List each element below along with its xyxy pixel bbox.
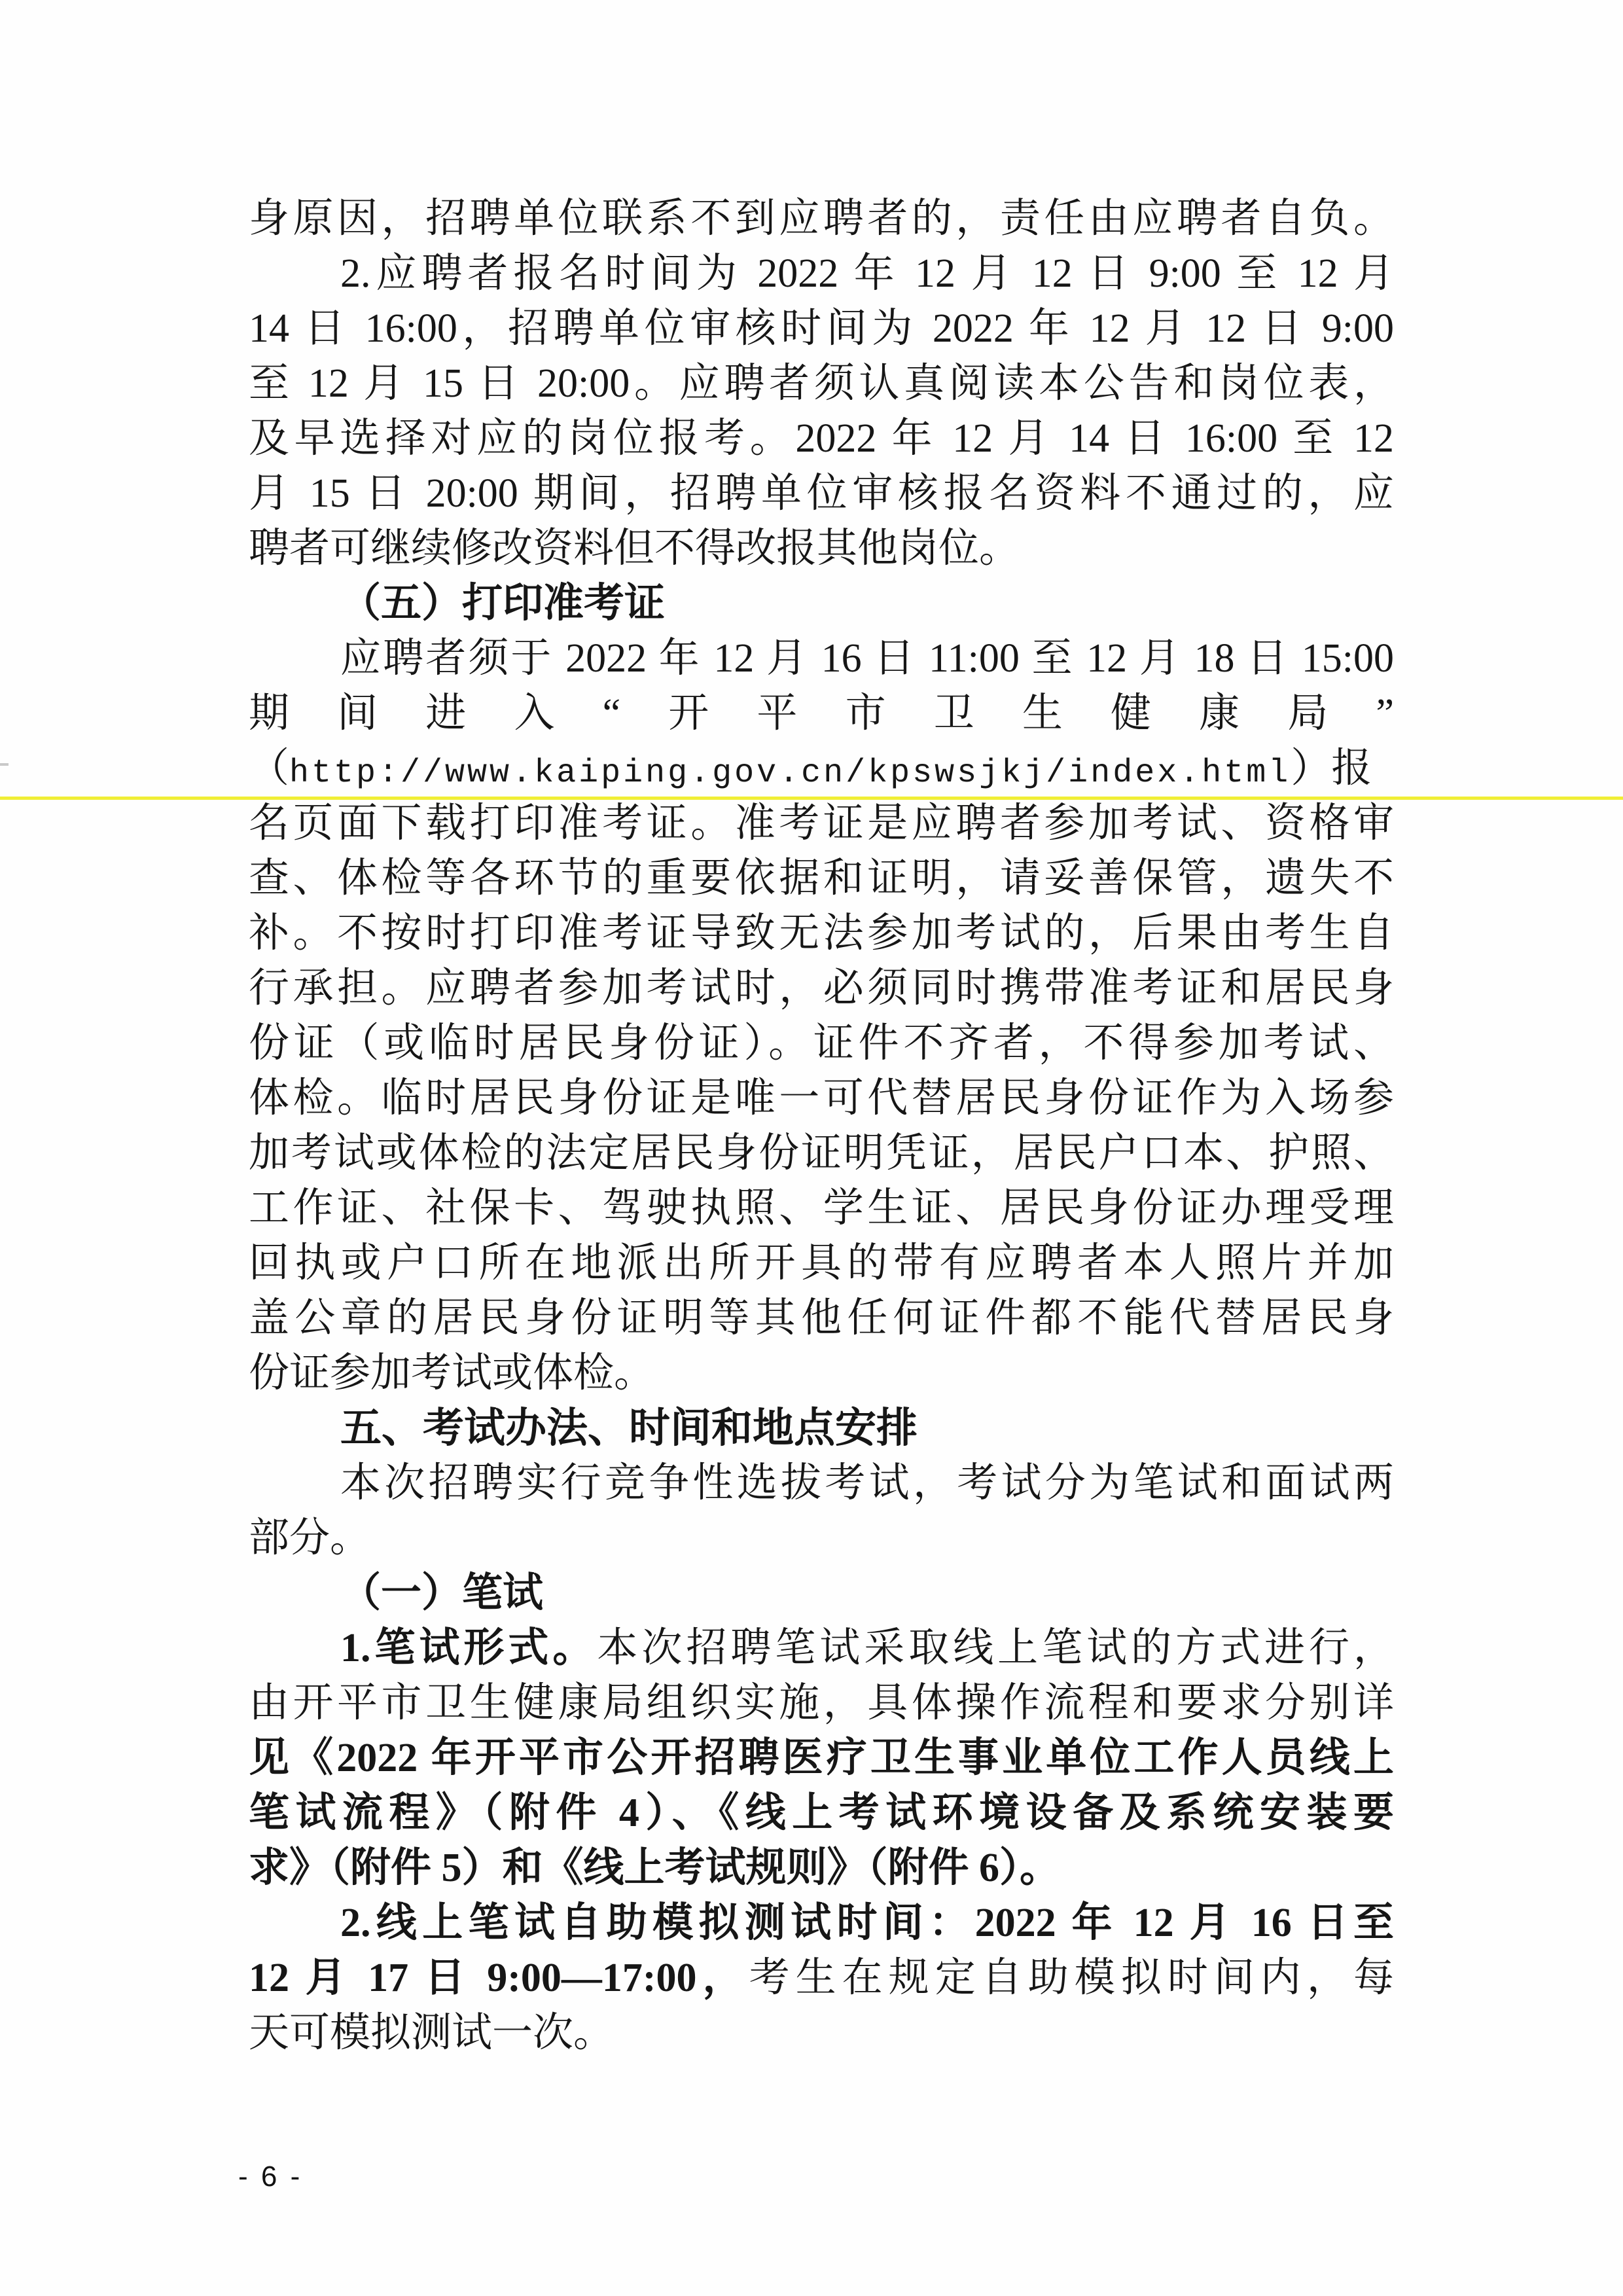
text-segment: 2.线上笔试自助模拟测试时间：2022 年 12 月 16 日至 [340,1901,1394,1945]
text-segment: 份证（或临时居民身份证）。证件不齐者，不得参加考试、 [249,1021,1394,1066]
text-segment: ）报 [1291,746,1372,791]
text-segment: 求》（附件 5）和《线上考试规则》（附件 6）。 [249,1846,1061,1890]
text-line [249,1236,1394,1291]
scan-edge-mark [0,763,9,766]
text-line [249,631,1394,686]
text-line [249,1126,1394,1181]
text-segment: 期间进入“开平市卫生健康局” [249,691,1394,736]
text-line [249,1181,1394,1236]
text-line [249,961,1394,1016]
text-line [249,2005,1394,2060]
text-line [249,246,1394,301]
text-segment: 加考试或体检的法定居民身份证明凭证，居民户口本、护照、 [249,1131,1394,1175]
text-segment: 月 15 日 20:00 期间，招聘单位审核报名资料不通过的，应 [249,471,1394,516]
text-segment: 部分。 [249,1516,371,1560]
document-text [249,191,1394,2060]
text-line [249,1401,1394,1456]
text-segment: 体检。临时居民身份证是唯一可代替居民身份证作为入场参 [249,1076,1394,1121]
text-line [249,301,1394,356]
text-segment: 天可模拟测试一次。 [249,2011,615,2055]
text-line [249,576,1394,631]
text-line [249,686,1394,741]
text-line [249,521,1394,576]
text-line [249,1895,1394,1950]
text-line [249,1676,1394,1731]
text-segment: 行承担。应聘者参加考试时，必须同时携带准考证和居民身 [249,966,1394,1011]
text-line [249,1731,1394,1785]
text-segment: 本次招聘实行竞争性选拔考试，考试分为笔试和面试两 [340,1461,1394,1505]
text-line [249,1621,1394,1676]
text-segment: 及早选择对应的岗位报考。2022 年 12 月 14 日 16:00 至 12 [249,416,1394,461]
text-segment: 五、考试办法、时间和地点安排 [340,1405,918,1451]
text-line [249,1016,1394,1071]
text-segment: （五）打印准考证 [340,581,666,626]
text-line [249,1456,1394,1511]
text-segment: 查、体检等各环节的重要依据和证明，请妥善保管，遗失不 [249,856,1394,901]
text-line [249,1291,1394,1346]
text-line [249,466,1394,521]
text-segment: （ [249,746,290,791]
text-segment: 聘者可继续修改资料但不得改报其他岗位。 [249,526,1020,571]
text-line [249,1071,1394,1126]
text-segment: 盖公章的居民身份证明等其他任何证件都不能代替居民身 [249,1296,1394,1340]
text-segment: 名页面下载打印准考证。准考证是应聘者参加考试、资格审 [249,801,1394,846]
text-segment: 12 月 17 日 9:00—17:00， [249,1956,749,2000]
text-segment: 回执或户口所在地派出所开具的带有应聘者本人照片并加 [249,1241,1394,1285]
text-line [249,356,1394,411]
text-segment: （一）笔试 [340,1571,544,1615]
text-segment: 本次招聘笔试采取线上笔试的方式进行， [597,1626,1394,1670]
text-segment: 1.笔试形式。 [340,1626,597,1670]
text-line [249,796,1394,851]
url-text: http://www.kaiping.gov.cn/kpswsjkj/index.html [289,755,1291,792]
text-line [249,1785,1394,1840]
text-line [249,1566,1394,1621]
text-segment: 14 日 16:00，招聘单位审核时间为 2022 年 12 月 12 日 9:00 [249,306,1394,351]
text-line [249,906,1394,961]
text-line [249,191,1394,246]
text-segment: 2.应聘者报名时间为 2022 年 12 月 12 日 9:00 至 12 月 [340,251,1394,296]
text-segment: 考生在规定自助模拟时间内，每 [749,1956,1394,2000]
page-number: - 6 - [238,2161,303,2193]
text-line [249,1840,1394,1895]
text-segment: 身原因，招聘单位联系不到应聘者的，责任由应聘者自负。 [249,196,1394,241]
text-segment: 见《2022 年开平市公开招聘医疗卫生事业单位工作人员线上 [249,1736,1394,1780]
text-segment: 工作证、社保卡、驾驶执照、学生证、居民身份证办理受理 [249,1186,1394,1230]
text-segment: 笔试流程》（附件 4）、《线上考试环境设备及系统安装要 [249,1791,1394,1835]
text-line [249,1511,1394,1566]
text-segment: 由开平市卫生健康局组织实施，具体操作流程和要求分别详 [249,1681,1394,1725]
text-line [249,851,1394,906]
text-line [249,1950,1394,2005]
text-segment: 补。不按时打印准考证导致无法参加考试的，后果由考生自 [249,911,1394,956]
text-segment: 应聘者须于 2022 年 12 月 16 日 11:00 至 12 月 18 日 15:00 [340,636,1394,681]
text-line [249,411,1394,466]
text-segment: 至 12 月 15 日 20:00。应聘者须认真阅读本公告和岗位表， [249,361,1394,406]
text-line [249,741,1394,796]
text-segment: 份证参加考试或体检。 [249,1351,655,1395]
text-line [249,1346,1394,1401]
